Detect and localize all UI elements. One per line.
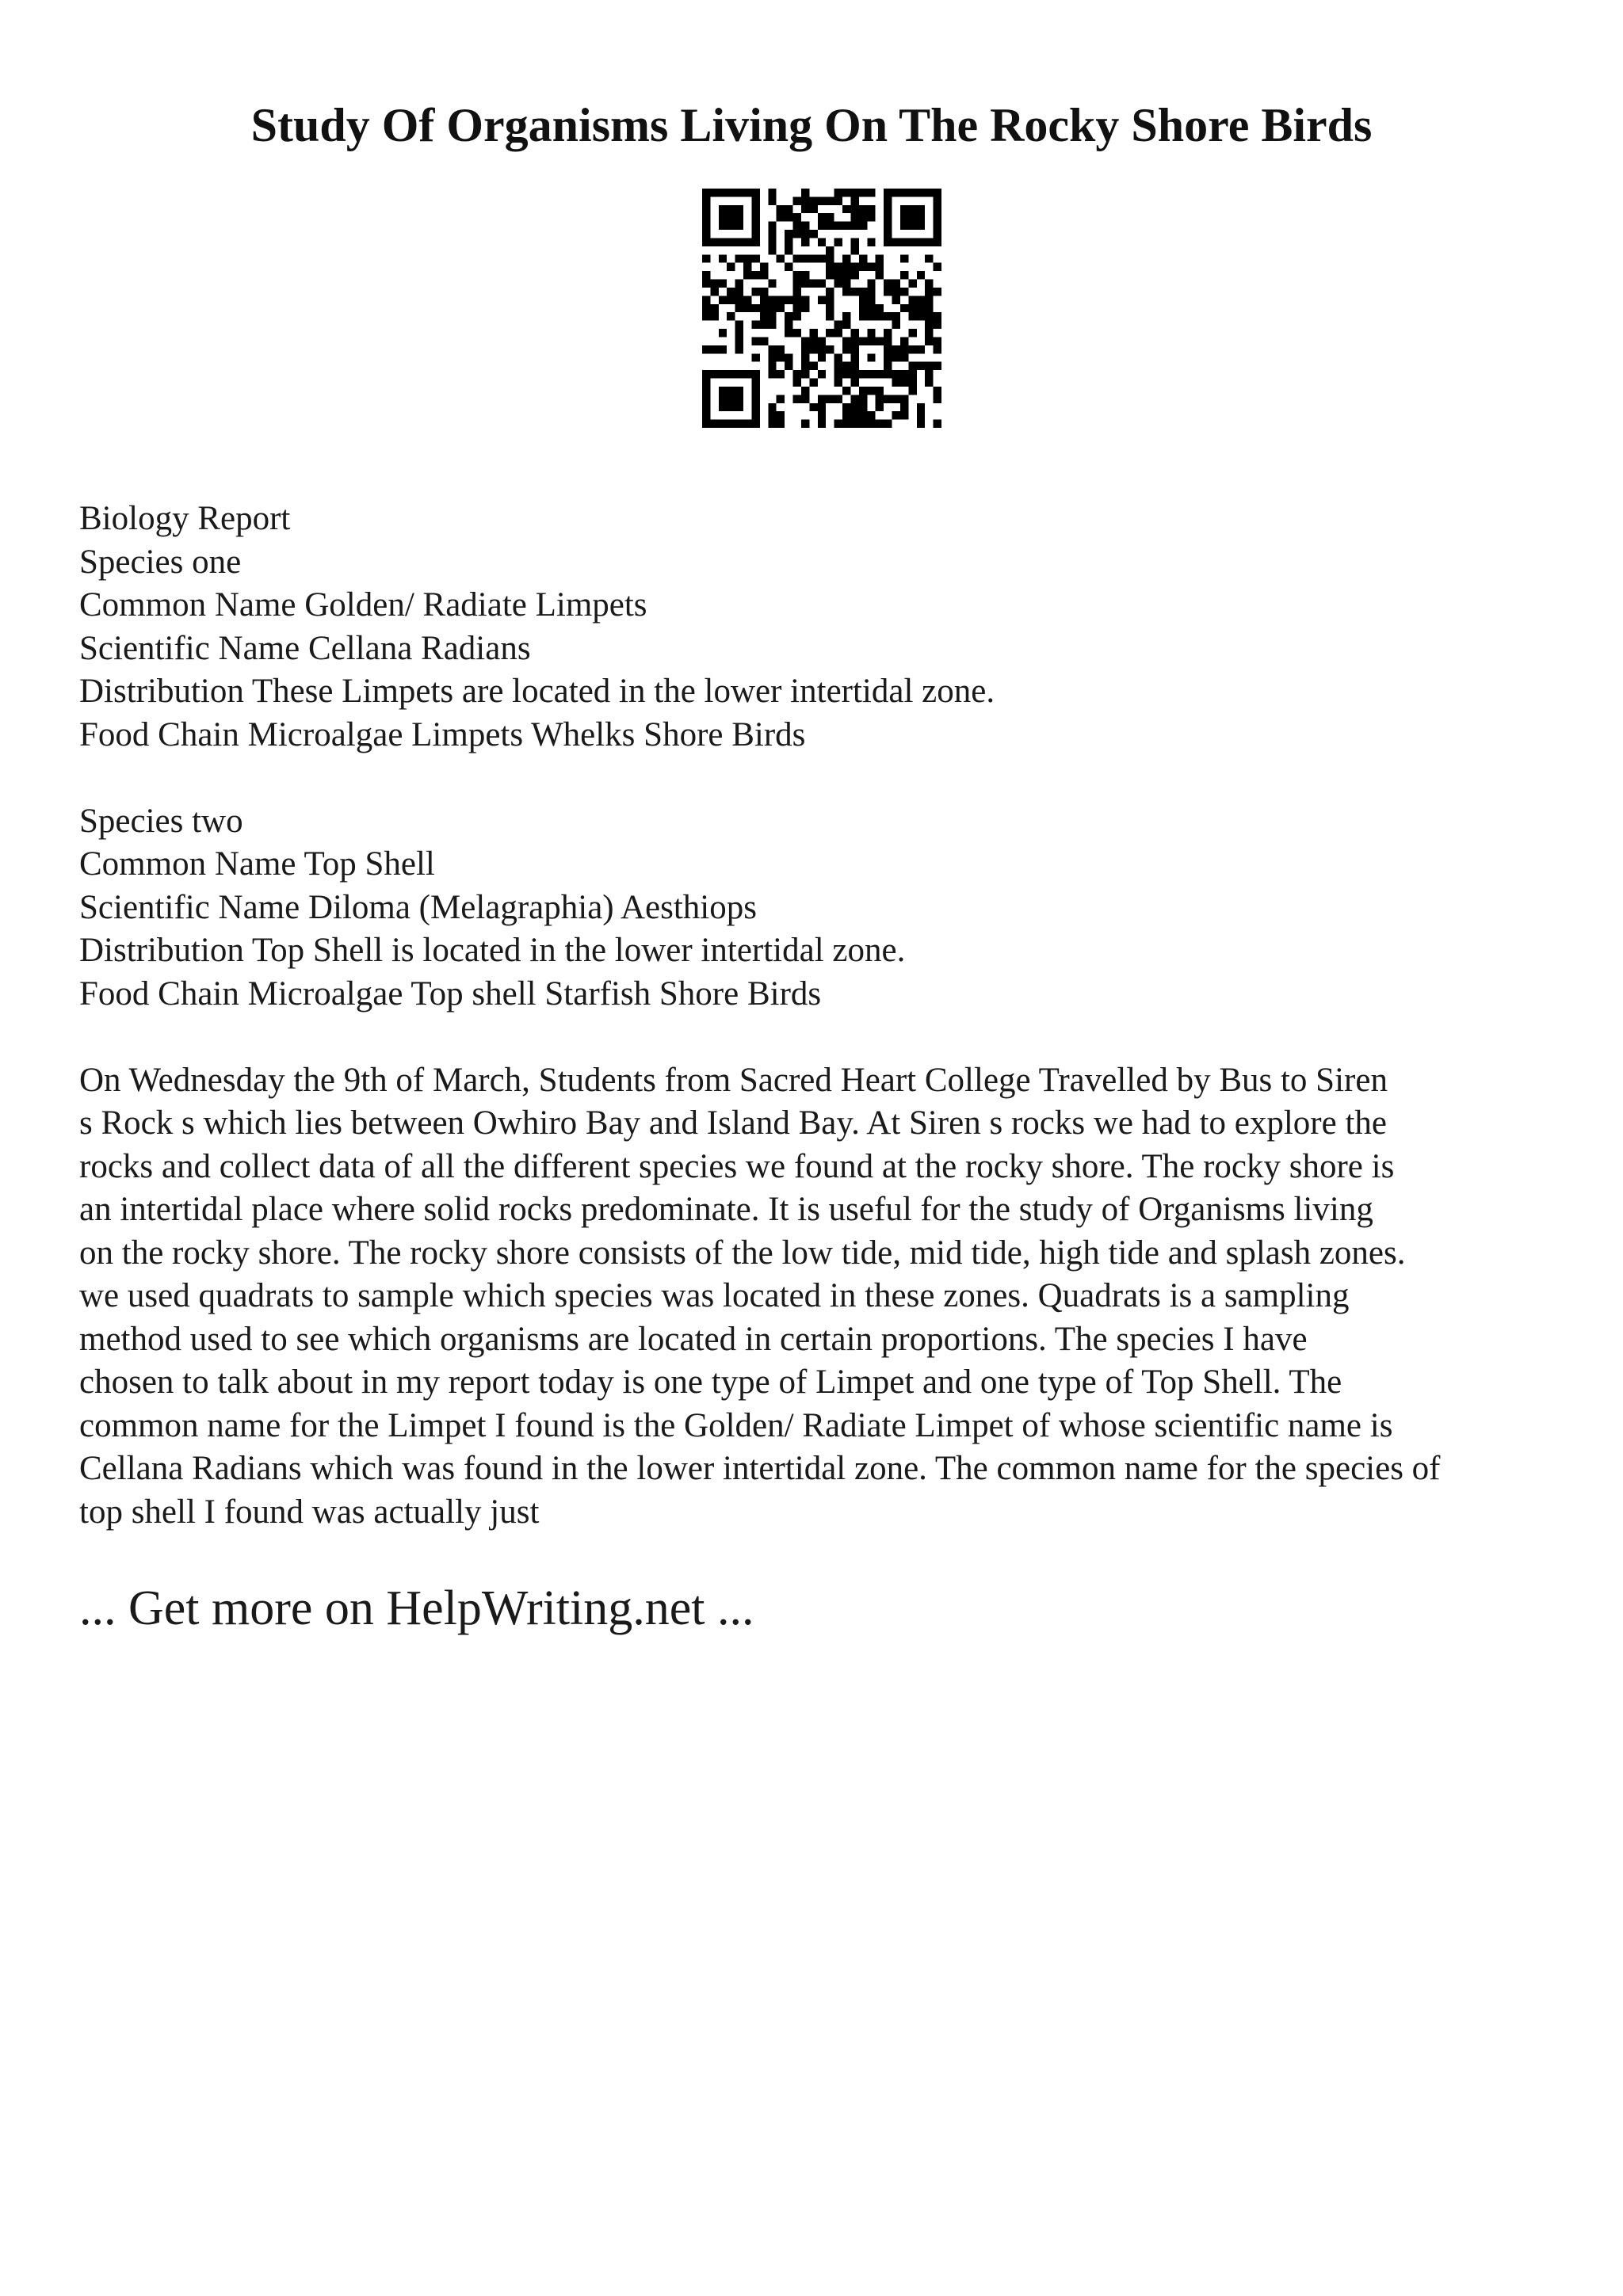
qr-code-icon	[702, 189, 941, 428]
species-two-distribution: Distribution Top Shell is located in the lower intertidal zone.	[79, 932, 906, 969]
report-body	[79, 498, 1569, 1534]
body-line: common name for the Limpet I found is the Golden/ Radiate Limpet of whose scientific name is	[79, 1406, 1393, 1444]
species-one-food-chain: Food Chain Microalgae Limpets Whelks Shore Birds	[79, 715, 806, 753]
species-two-heading: Species two	[79, 802, 243, 840]
species-two-scientific-name: Scientific Name Diloma (Melagraphia) Aesthiops	[79, 888, 757, 926]
species-two-common-name: Common Name Top Shell	[79, 845, 435, 883]
species-one-heading: Species one	[79, 543, 242, 581]
get-more-link[interactable]: ... Get more on HelpWriting.net ...	[79, 1581, 754, 1635]
spacer	[79, 1016, 1569, 1059]
spacer	[79, 757, 1569, 800]
species-one-common-name: Common Name Golden/ Radiate Limpets	[79, 586, 647, 624]
species-one-distribution: Distribution These Limpets are located in the lower intertidal zone.	[79, 673, 995, 710]
body-line: s Rock s which lies between Owhiro Bay and Island Bay. At Siren s rocks we had to explore the	[79, 1104, 1387, 1142]
page-title: Study Of Organisms Living On The Rocky Shore Birds	[250, 99, 1373, 151]
body-line: on the rocky shore. The rocky shore consists of the low tide, mid tide, high tide and splash zones.	[79, 1234, 1406, 1272]
body-line: On Wednesday the 9th of March, Students from Sacred Heart College Travelled by Bus to Siren	[79, 1061, 1388, 1099]
species-two-food-chain: Food Chain Microalgae Top shell Starfish Shore Birds	[79, 974, 822, 1013]
body-line: rocks and collect data of all the different species we found at the rocky shore. The rocky shore is	[79, 1147, 1395, 1185]
body-line: an intertidal place where solid rocks predominate. It is useful for the study of Organisms living	[79, 1191, 1373, 1228]
body-line: Cellana Radians which was found in the lower intertidal zone. The common name for the species of	[79, 1450, 1441, 1487]
body-paragraph	[79, 1059, 1569, 1535]
body-line: we used quadrats to sample which species was located in these zones. Quadrats is a sampling	[79, 1277, 1350, 1314]
body-line: top shell I found was actually just	[79, 1493, 540, 1531]
report-heading: Biology Report	[79, 500, 291, 537]
species-one-scientific-name: Scientific Name Cellana Radians	[79, 629, 531, 667]
body-line: method used to see which organisms are located in certain proportions. The species I have	[79, 1320, 1308, 1358]
body-line: chosen to talk about in my report today is one type of Limpet and one type of Top Shell. The	[79, 1363, 1342, 1401]
